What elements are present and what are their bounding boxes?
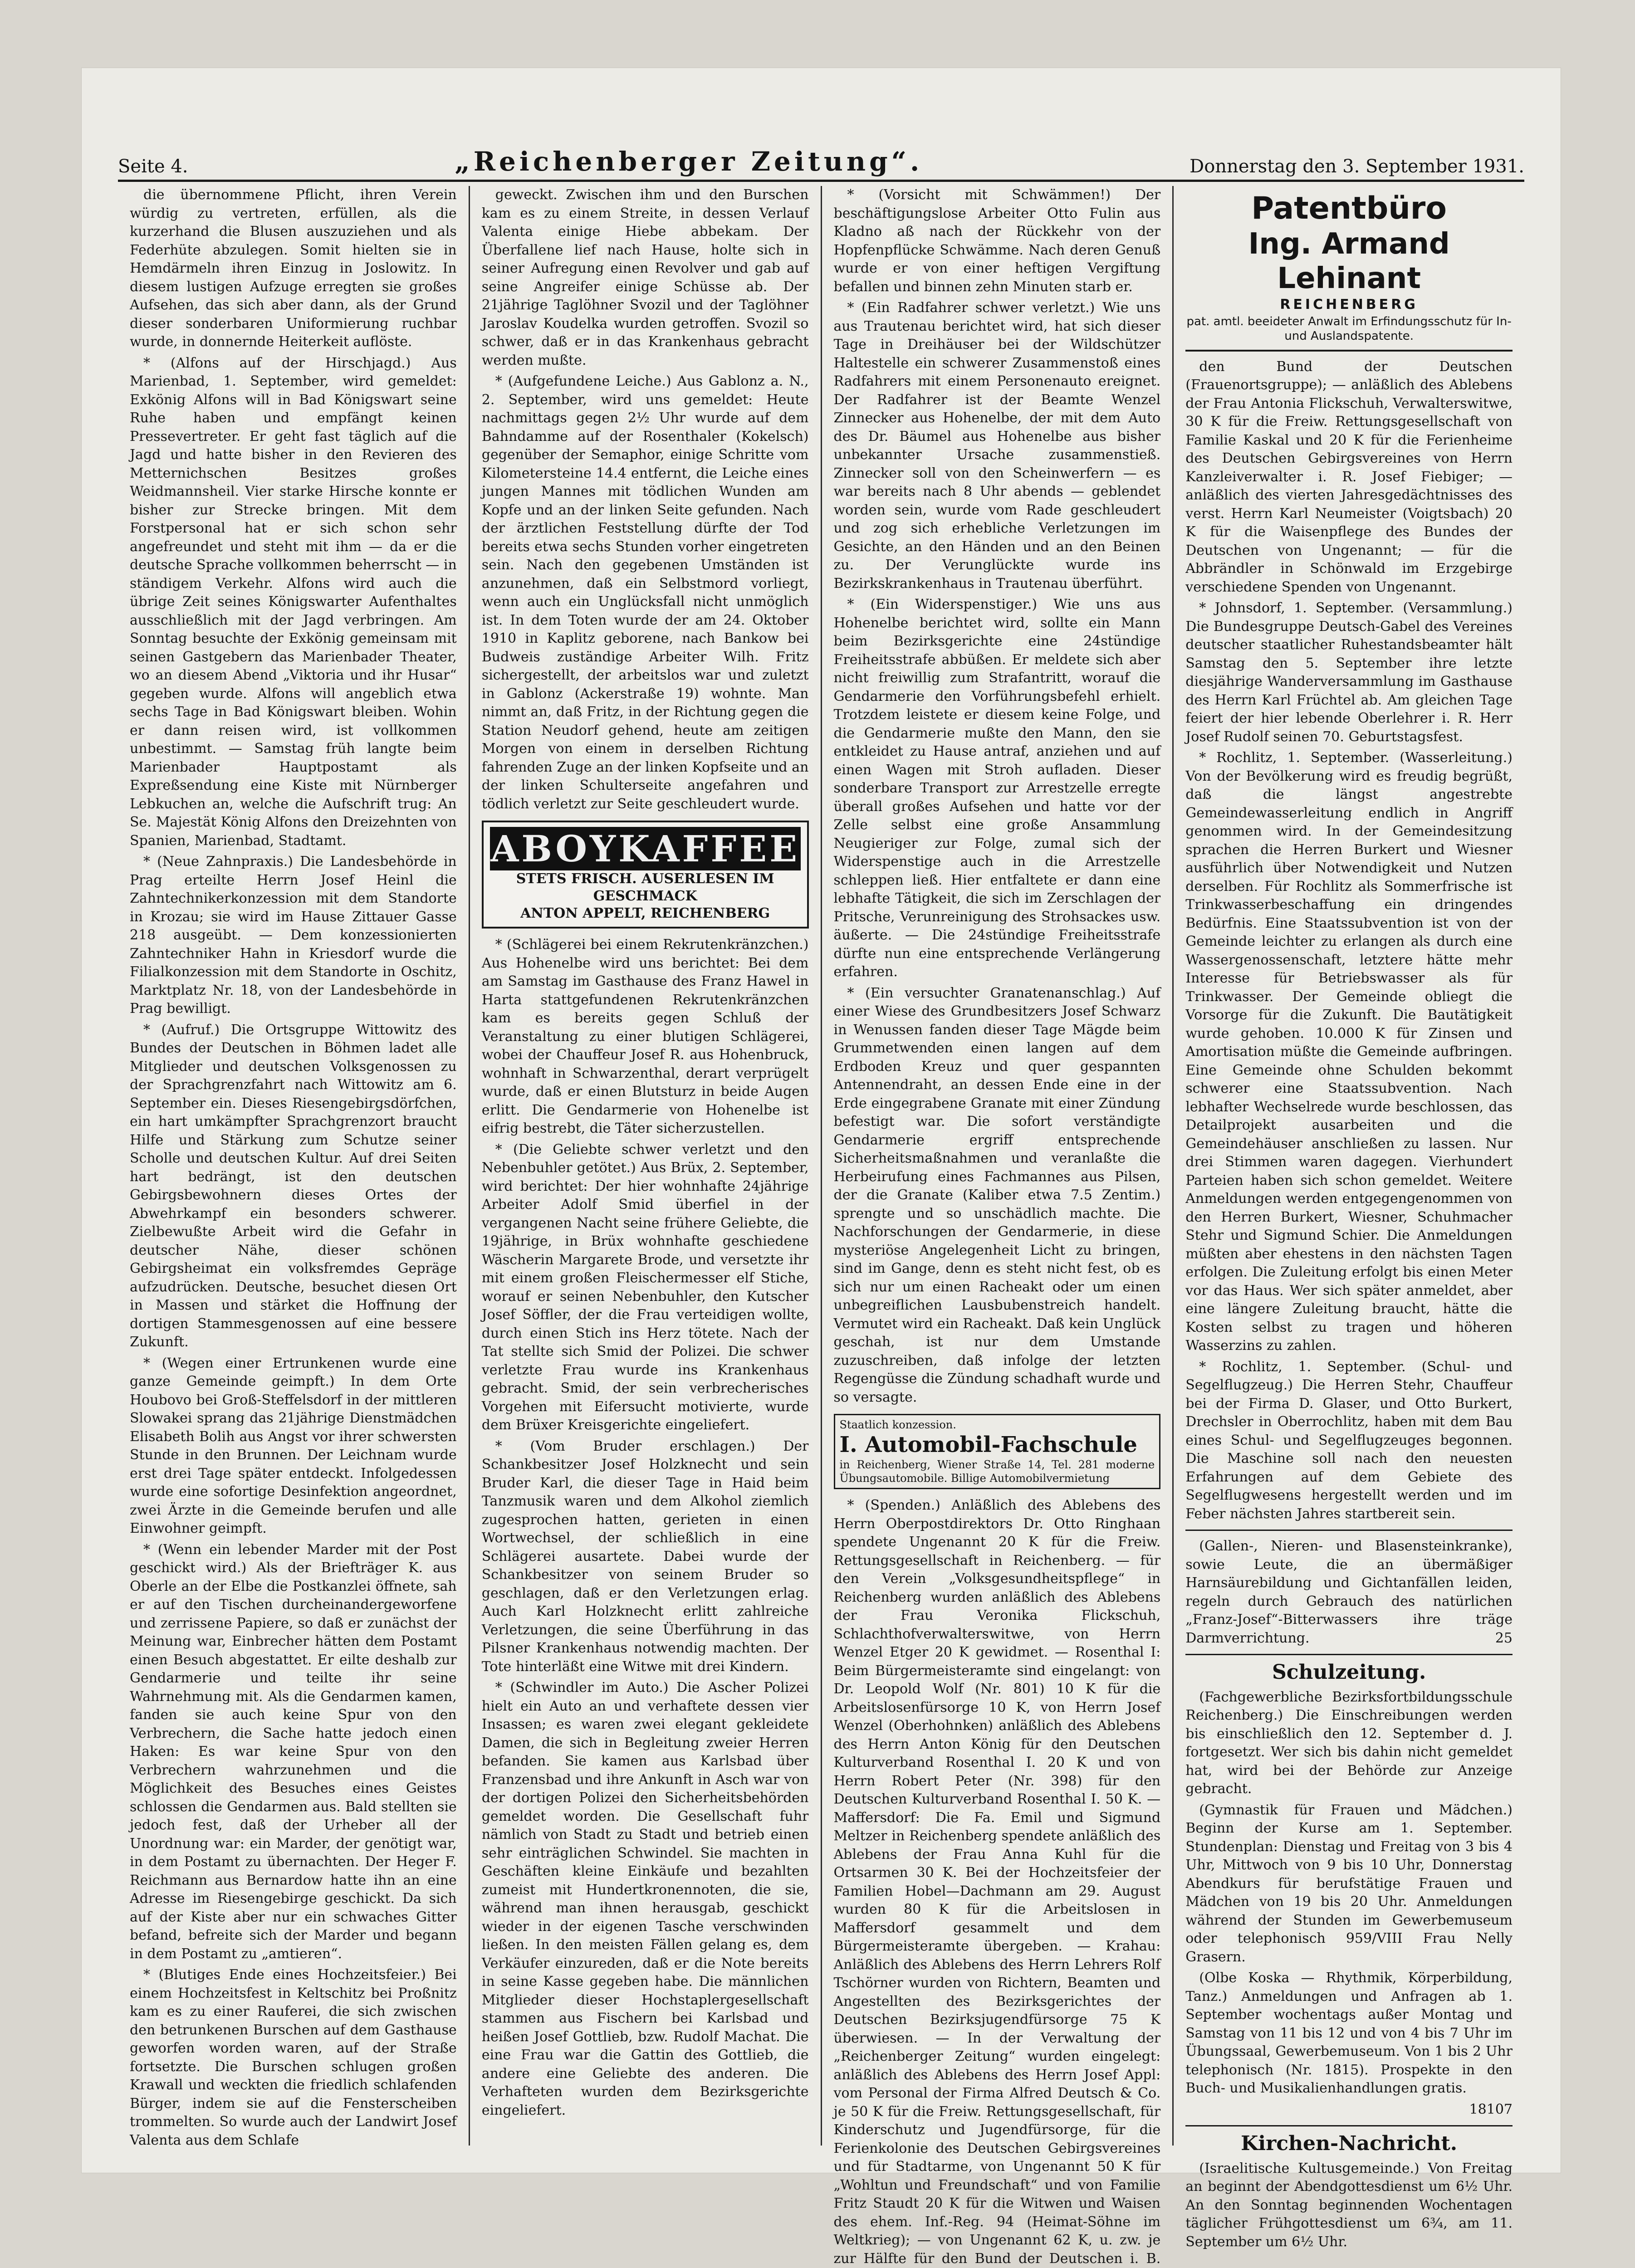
article-paragraph: * (Ein Radfahrer schwer verletzt.) Wie uns aus Trautenau berichtet wird, hat sich dieser Tage in Dreihäuser bei der Wildschützer Haltestelle ein schwerer Zusammenstoß eines Radfahrers mit einem Personenauto ereignet. Der Radfahrer ist der Beamte Wenzel Zinnecker aus Hohenelbe, der mit dem Auto des Dr. Bäumel aus Hohenelbe aus bisher unbekannter Ursache zusammenstieß. Zinnecker soll von den Scheinwerfern — es war bereits nach 8 Uhr abends — geblendet worden sein, wurde vom Rade geschleudert und zog sich erhebliche Verletzungen im Gesichte, an den Händen und an den Beinen zu. Der Verunglückte wurde ins Bezirkskrankenhaus in Trautenau überführt.	[833, 300, 1161, 591]
article-paragraph: * (Schwindler im Auto.) Die Ascher Polizei hielt ein Auto an und verhaftete dessen vier Insassen; es waren zwei elegant gekleidete Damen, die sich in Begleitung zweier Herren befanden. Sie kamen aus Karlsbad über Franzensbad und ihre Ankunft in Asch war von der dortigen Polizei den Sicherheitsbehörden gemeldet worden. Die Gesellschaft fuhr nämlich von Stadt zu Stadt und betrieb einen sehr einträglichen Schwindel. Sie machten in Geschäften kleine Einkäufe und bezahlten zumeist mit Hundertkronennoten, die sie, während man ihnen herausgab, geschickt wieder in der eigenen Tasche verschwinden ließen. In den meisten Fällen gelang es, dem Verkäufer einzureden, daß er die Note bereits in seine Kasse gegeben habe. Die männlichen Mitglieder dieser Hochstaplergesellschaft stammen aus Fischern bei Karlsbad und heißen Josef Gottlieb, bzw. Rudolf Machat. Die eine Frau war die Gattin des Gottlieb, die andere eine Geliebte des anderen. Die Verhafteten wurden dem Bezirksgerichte eingeliefert.	[481, 1680, 809, 2118]
column-4	[1174, 186, 1524, 2250]
schulzeitung-number: 18107	[1469, 2101, 1513, 2117]
columns	[118, 186, 1524, 2267]
column-2-bottom	[482, 936, 809, 2120]
article-paragraph: (Olbe Koska — Rhythmik, Körperbildung, Tanz.) Anmeldungen und Anfragen ab 1. September wochentags außer Montag und Samstag von 11 bis 12 und von 4 bis 7 Uhr im Übungssaal, Gewerbemuseum. Von 1 bis 2 Uhr telephonisch (Nr. 1815). Prospekte in den Buch- und Musikalienhandlungen gratis.	[1185, 1970, 1513, 2096]
article-paragraph: * (Schlägerei bei einem Rekrutenkränzchen.) Aus Hohenelbe wird uns berichtet: Bei dem am Samstag im Gasthause des Franz Hawel in Harta stattgefundenen Rekrutenkränzchen kam es bereits gegen Schluß der Veranstaltung zu einer blutigen Schlägerei, wobei der Chauffeur Josef R. aus Hohenbruck, wohnhaft in Schwarzenthal, derart verprügelt wurde, daß er einen Blutsturz in beide Augen erlitt. Die Gendarmerie von Hohenelbe ist eifrig bestrebt, die Täter sicherzustellen.	[481, 937, 809, 1136]
article-paragraph: geweckt. Zwischen ihm und den Burschen kam es zu einem Streite, in dessen Verlauf Valenta einige Hiebe abbekam. Der Überfallene lief nach Hause, holte sich in seiner Aufregung einen Revolver und gab auf seine Angreifer einige Schüsse ab. Der 21jährige Taglöhner Svozil und der Taglöhner Jaroslav Koudelka wurden getroffen. Svozil so schwer, daß er in das Krankenhaus gebracht werden mußte.	[481, 187, 809, 368]
article-paragraph: * (Wenn ein lebender Marder mit der Post geschickt wird.) Als der Briefträger K. aus Oberle an der Elbe die Postkanzlei öffnete, sah er auf den Tischen durcheinandergeworfene und zerrissene Papiere, so daß er zunächst der Meinung war, Einbrecher hätten dem Postamt einen Besuch abgestattet. Er eilte deshalb zur Gendarmerie und teilte ihr seine Wahrnehmung mit. Als die Gendarmen kamen, fanden sie auch keine Spur von den Verbrechern, die Sache hatte jedoch einen Haken: Es war keine Spur von den Verbrechern wahrzunehmen und die Möglichkeit des Besuches eines Geistes schlossen die Gendarmen aus. Bald stellten sie jedoch fest, daß der Urheber all der Unordnung war: ein Marder, der genötigt war, in dem Postamt zu übernachten. Der Heger F. Reichmann aus Bernardow hatte ihn an eine Adresse im Riesengebirge geschickt. Da sich auf der Kiste aber nur ein schwaches Gitter befand, befreite sich der Marder und begann in dem Postamt zu „amtieren“.	[130, 1541, 457, 1962]
column-4-top	[1185, 358, 1513, 1524]
schulzeitung-items	[1185, 1688, 1513, 2098]
advert-aboykaffee-line2: ANTON APPELT, REICHENBERG	[520, 905, 770, 921]
advert-aboykaffee-title: ABOYKAFFEE	[490, 827, 800, 870]
page-header	[118, 136, 1524, 182]
article-paragraph: * Rochlitz, 1. September. (Wasserleitung.) Von der Bevölkerung wird es freudig begrüßt, daß die längst angestrebte Gemeindewasserleitung endlich in Angriff genommen wird. In der Gemeindesitzung sprachen die Herren Burkert und Wiesner ausführlich über Notwendigkeit und Nutzen derselben. Für Rochlitz als Sommerfrische ist Trinkwasserbeschaffung ein dringendes Bedürfnis. Eine Staatssubvention ist von der Gemeinde leichter zu erlangen als durch eine Wassergenossenschaft, letztere hätte mehr Interesse für Betriebswasser als für Trinkwasser. Der Gemeinde obliegt die Vorsorge für die Zukunft. Die Bautätigkeit wurde gehoben. 10.000 K für Zinsen und Amortisation müßte die Gemeinde aufbringen. Eine Gemeinde ohne Schulden bekommt schwerer eine Staatssubvention. Nach lebhafter Wechselrede wurde beschlossen, das Detailprojekt ausarbeiten und die Gemeindehäuser anschließen zu lassen. Nur drei Stimmen waren dagegen. Vierhundert Parteien haben sich schon gemeldet. Weitere Anmeldungen werden entgegengenommen von den Herren Burkert, Wiesner, Schuhmacher Stehr und Sigmund Schier. Die Anmeldungen müßten aber ehestens in den nächsten Tagen erfolgen. Die Zuleitung erfolgt bis einen Meter vor das Haus. Wer sich später anmeldet, aber eine längere Zuleitung braucht, hätte die Kosten selbst zu tragen und höheren Wasserzins zu zahlen.	[1185, 750, 1513, 1354]
advert-aboykaffee-line1: STETS FRISCH. AUSERLESEN IM GESCHMACK	[516, 871, 774, 904]
article-paragraph: * (Alfons auf der Hirschjagd.) Aus Marienbad, 1. September, wird gemeldet: Exkönig Alfons will in Bad Königswart seine Ruhe haben und empfängt keinen Pressevertreter. Er geht fast täglich auf die Jagd und hatte bisher in den Revieren des Metternichschen Besitzes großes Weidmannsheil. Vier starke Hirsche konnte er bisher zur Strecke bringen. Mit dem Forstpersonal hat er sich schon sehr angefreundet und steht mit ihm — da er die deutsche Sprache vollkommen beherrscht — in ständigem Verkehr. Alfons wird auch die übrige Zeit seines Königswarter Aufenthaltes ausschließlich mit der Jagd verbringen. Am Sonntag besuchte der Exkönig gemeinsam mit seinen Gastgebern das Marienbader Theater, wo an diesem Abend „Viktoria und ihr Husar“ gegeben wurde. Alfons will angeblich etwa sechs Tage in Bad Königswart bleiben. Wohin er dann reisen wird, ist vollkommen unbestimmt. — Samstag früh langte beim Marienbader Hauptpostamt als Expreßsendung eine Kiste mit Nürnberger Lebkuchen an, welche die Aufschrift trug: An Se. Majestät König Alfons den Dreizehnten von Spanien, Marienbad, Stadtamt.	[130, 355, 457, 849]
divider	[1185, 2125, 1513, 2126]
article-paragraph: * Rochlitz, 1. September. (Schul- und Segelflugzeug.) Die Herren Stehr, Chauffeur bei der Firma D. Glaser, und Otto Burkert, Drechsler in Oberrochlitz, haben mit dem Bau eines Schul- und Segelflugzeuges begonnen. Die Maschine soll nach den neuesten Erfahrungen auf dem Gebiete des Segelflugwesens hergestellt werden und im Feber nächsten Jahres startbereit sein.	[1185, 1359, 1513, 1522]
article-paragraph: * (Ein Widerspenstiger.) Wie uns aus Hohenelbe berichtet wird, sollte ein Mann beim Bezirksgerichte eine 24stündige Freiheitsstrafe abbüßen. Er meldete sich aber nicht freiwillig zum Strafantritt, worauf die Gendarmerie den Vorführungsbefehl erhielt. Trotzdem leistete er diesem keine Folge, und die Gendarmerie mußte den Mann, den sie entkleidet zu Hause antraf, anziehen und auf einen Wagen mit Stroh aufladen. Dieser sonderbare Transport zur Arrestzelle erregte überall großes Aufsehen und hatte vor der Zelle selbst eine große Ansammlung Neugieriger zur Folge, zumal sich der Widerspenstige auch in die Arrestzelle schleppen ließ. Hier entfaltete er dann eine lebhafte Tätigkeit, die sich im Zerschlagen der Pritsche, Verunreinigung des Strohsackes usw. äußerte. — Die 24stündige Freiheitsstrafe dürfte nun eine entsprechende Verlängerung erfahren.	[833, 596, 1161, 980]
article-paragraph: den Bund der Deutschen (Frauenortsgruppe); — anläßlich des Ablebens der Frau Antonia Flickschuh, Verwalterswitwe, 30 K für die Freiw. Rettungsgesellschaft von Familie Kaskal und 20 K für die Ferienheime des Deutschen Gebirgsvereines von Herrn Kanzleiverwalter i. R. Josef Fiebiger; — anläßlich des vierten Jahresgedächtnisses des verst. Herrn Karl Neumeister (Voigtsbach) 20 K für die Waisenpflege des Bundes der Deutschen von Ungenannt; — für die Abbrändler in Schönwald im Erzgebirge verschiedene Spenden von Ungenannt.	[1185, 358, 1513, 595]
divider	[1185, 1530, 1513, 1531]
notice-bitterwasser-text: (Gallen-, Nieren- und Blasensteinkranke), sowie Leute, die an übermäßiger Harnsäurebildung und Gichtanfällen leiden, regeln durch Gebrauch des natürlichen „Franz-Josef“-Bitterwassers ihre träge Darmverrichtung.	[1185, 1538, 1513, 1646]
advert-auto-left: Staatlich konzession.	[839, 1418, 956, 1431]
schulzeitung-heading: Schulzeitung.	[1272, 1661, 1426, 1684]
article-paragraph: * (Wegen einer Ertrunkenen wurde eine ganze Gemeinde geimpft.) In dem Orte Houbovo bei Groß-Steffelsdorf in der mittleren Slowakei sprang das 21jährige Dienstmädchen Elisabeth Bolih aus Angst vor ihrer schwersten Stunde in den Brunnen. Der Leichnam wurde erst drei Tage später entdeckt. Infolgedessen wurde eine sofortige Desinfektion angeordnet, zwei Ärzte in die Gemeinde berufen und alle Einwohner geimpft.	[130, 1355, 457, 1536]
article-paragraph: * (Aufgefundene Leiche.) Aus Gablonz a. N., 2. September, wird uns gemeldet: Heute nachmittags gegen 2½ Uhr wurde auf dem Bahndamme auf der Rosenthaler (Kokelsch) gegenüber der Semaphor, einige Schritte vom Kilometersteine 14.4 entfernt, die Leiche eines jungen Mannes mit tödlichen Wunden am Kopfe und an der linken Seite gefunden. Nach der ärztlichen Feststellung dürfte der Tod bereits etwa sechs Stunden vorher eingetreten sein. Nach den gegebenen Umständen ist anzunehmen, daß ein Selbstmord vorliegt, wenn auch ein Unglücksfall nicht unmöglich ist. In dem Toten wurde der am 24. Oktober 1910 in Kaplitz geborene, nach Bankow bei Budweis zuständige Arbeiter Wilh. Fritz sichergestellt, der arbeitslos war und zuletzt in Gablonz (Ackerstraße 19) wohnte. Man nimmt an, daß Fritz, in der Richtung gegen die Station Neudorf gehend, heute am zeitigen Morgen von einem in derselben Richtung fahrenden Zuge an der linken Kopfseite und an der linken Schulterseite angefahren und tödlich verletzt zur Seite geschleudert wurde.	[481, 373, 809, 812]
page-number: Seite 4.	[118, 156, 188, 177]
article-paragraph: die übernommene Pflicht, ihren Verein würdig zu vertreten, erfüllen, als die kurzerhand die Blusen auszuziehen und als Federhüte abzulegen. Somit hielten sie in Hemdärmeln ihren Einzug in Joslowitz. In diesem lustigen Aufzuge erregten sie großes Aufsehen, das sich aber dann, als der Grund dieser sonderbaren Uniformierung ruchbar wurde, in donnernde Heiterkeit auflöste.	[130, 187, 457, 350]
article-paragraph: (Fachgewerbliche Bezirksfortbildungsschule Reichenberg.) Die Einschreibungen werden bis einschließlich den 12. September d. J. fortgesetzt. Wer sich bis dahin nicht gemeldet hat, wird bei der Behörde zur Anzeige gebracht.	[1185, 1689, 1513, 1797]
divider	[1185, 1654, 1513, 1655]
patent-line2: Ing. Armand Lehinant	[1248, 227, 1450, 295]
newspaper-title: „Reichenberger Zeitung“.	[455, 146, 923, 177]
patent-line4: pat. amtl. beeideter Anwalt im Erfindungsschutz für In- und Auslandspatente.	[1186, 314, 1512, 343]
column-2-top	[482, 186, 809, 813]
newspaper-page	[82, 68, 1561, 2267]
column-3	[822, 186, 1174, 2267]
kirchen-heading: Kirchen-Nachricht.	[1241, 2132, 1458, 2155]
article-paragraph: * (Blutiges Ende eines Hochzeitsfeier.) Bei einem Hochzeitsfest in Keltschitz bei Proßnitz kam es zu einer Rauferei, die sich zwischen den betrunkenen Burschen auf dem Gasthause geworfen worden waren, auf der Straße fortsetzte. Die Burschen schlugen großen Krawall und weckten die friedlich schlafenden Bürger, indem sie auf die Fensterscheiben trommelten. So wurde auch der Landwirt Josef Valenta aus dem Schlafe	[130, 1967, 457, 2148]
advert-auto-address: in Reichenberg, Wiener Straße 14, Tel. 281 moderne Übungsautomobile. Billige Automobilvermietung	[839, 1458, 1155, 1485]
article-paragraph: * (Die Geliebte schwer verletzt und den Nebenbuhler getötet.) Aus Brüx, 2. September, wird berichtet: Der hier wohnhafte 24jährige Arbeiter Adolf Smid überfiel in der vergangenen Nacht seine frühere Geliebte, die 19jährige, in Brüx wohnhafte geschiedene Wäscherin Margarete Brode, und versetzte ihr mit einem großen Fleischermesser elf Stiche, worauf er seinen Nebenbuhler, den Kutscher Josef Söffler, der die Frau verteidigen wollte, durch einen Stich ins Herz tötete. Nach der Tat stellte sich Smid der Polizei. Die schwer verletzte Frau wurde ins Krankenhaus gebracht. Smid, der sein verbrecherisches Vorgehen mit Eifersucht motivierte, wurde dem Brüxer Kreisgerichte eingeliefert.	[481, 1141, 809, 1433]
column-1	[118, 186, 470, 2146]
article-paragraph: * (Vorsicht mit Schwämmen!) Der beschäftigungslose Arbeiter Otto Fulin aus Kladno aß nach der Rückkehr von der Hopfenpflücke Schwämme. Nach deren Genuß wurde er von einer heftigen Vergiftung befallen und binnen zehn Minuten starb er.	[833, 187, 1161, 295]
advert-patentbuero	[1185, 186, 1513, 352]
column-3-top	[834, 186, 1161, 1407]
patent-line1: Patentbüro	[1251, 191, 1447, 226]
column-3-bottom	[834, 1496, 1161, 2268]
notice-bitterwasser-number: 25	[1495, 1630, 1513, 1646]
column-2	[470, 186, 822, 2146]
patent-line3: REICHENBERG	[1280, 297, 1418, 313]
advert-automobil-fachschule	[834, 1414, 1161, 1489]
advert-auto-title: I. Automobil-Fachschule	[839, 1432, 1137, 1457]
advert-aboykaffee	[482, 821, 809, 929]
article-paragraph: * (Aufruf.) Die Ortsgruppe Wittowitz des Bundes der Deutschen in Böhmen ladet alle Mitglieder und deutschen Volksgenossen zu der Sprachgrenzfahrt nach Wittowitz am 6. September ein. Dieses Riesengebirgsdörfchen, ein hart umkämpfter Sprachgrenzort braucht Hilfe und Stärkung zum Schutze seiner Scholle und deutschen Kultur. Auf drei Seiten hart bedrängt, ist den deutschen Gebirgsbewohnern dieses Ortes der Abwehrkampf ein besonders schwerer. Zielbewußte Arbeit wird die Gefahr in deutscher Nähe, dieser schönen Gebirgsheimat ein volksfremdes Gepräge aufzudrücken. Deutsche, besuchet diesen Ort in Massen und stärket die Hoffnung der dortigen Stammesgenossen auf eine bessere Zukunft.	[130, 1022, 457, 1350]
notice-bitterwasser	[1185, 1537, 1513, 1647]
article-paragraph: (Gymnastik für Frauen und Mädchen.) Beginn der Kurse am 1. September. Stundenplan: Dienstag und Freitag von 3 bis 4 Uhr, Mittwoch von 9 bis 10 Uhr, Donnerstag Abendkurs für berufstätige Frauen und Mädchen von 19 bis 20 Uhr. Anmeldungen während der Stunden im Gewerbemuseum oder telephonisch 959/VIII Frau Nelly Grasern.	[1185, 1802, 1513, 1965]
article-paragraph: * (Ein versuchter Granatenanschlag.) Auf einer Wiese des Grundbesitzers Josef Schwarz in Wenussen fanden dieser Tage Mägde beim Grummetwenden einen langen auf dem Erdboden Kreuz und quer gespannten Antennendraht, an dessen Ende eine in der Erde eingegrabene Granate mit einer Zündung befestigt war. Die sofort verständigte Gendarmerie ergriff entsprechende Sicherheitsmaßnahmen und veranlaßte die Herbeirufung eines Fachmannes aus Pilsen, der die Granate (Kaliber etwa 7.5 Zentim.) sprengte und so unschädlich machte. Die Nachforschungen der Gendarmerie, in diese mysteriöse Angelegenheit Licht zu bringen, sind im Gange, denn es steht nicht fest, ob es sich nur um einen Racheakt oder um einen unbegreiflichen Lausbubenstreich handelt. Vermutet wird ein Racheakt. Daß kein Unglück geschah, ist nur dem Umstande zuzuschreiben, daß infolge der letzten Regengüsse die Zündung schadhaft wurde und so versagte.	[833, 985, 1161, 1405]
kirchen-text: (Israelitische Kultusgemeinde.) Von Freitag an beginnt der Abendgottesdienst um 6½ Uhr. An den Sonntag beginnenden Wochentagen täglicher Frühgottesdienst um 6¾, am 11. September um 6½ Uhr.	[1185, 2160, 1513, 2250]
article-paragraph: * (Neue Zahnpraxis.) Die Landesbehörde in Prag erteilte Herrn Josef Heinl die Zahntechnikerkonzession mit dem Standorte in Krozau; sie wird im Hause Zittauer Gasse 218 ausgeübt. — Dem konzessionierten Zahntechniker Hahn in Kriesdorf wurde die Filialkonzession mit dem Standorte in Oschitz, Marktplatz Nr. 18, von der Landesbehörde in Prag bewilligt.	[130, 854, 457, 1017]
article-paragraph: * (Spenden.) Anläßlich des Ablebens des Herrn Oberpostdirektors Dr. Otto Ringhaan spendete Ungenannt 20 K für die Freiw. Rettungsgesellschaft in Reichenberg. — für den Verein „Volksgesundheitspflege“ in Reichenberg wurden anläßlich des Ablebens der Frau Veronika Flickschuh, Schlachthofverwalterswitwe, von Herrn Wenzel Etger 20 K gewidmet. — Rosenthal I: Beim Bürgermeisteramte sind eingelangt: von Dr. Leopold Wolf (Nr. 801) 10 K für die Arbeitslosenfürsorge 10 K, von Herrn Josef Wenzel (Oberhohnken) anläßlich des Ablebens des Herrn Anton König für den Deutschen Kulturverband Rosenthal I. 20 K und von Herrn Robert Peter (Nr. 398) für den Deutschen Kulturverband Rosenthal I. 50 K. — Maffersdorf: Die Fa. Emil und Sigmund Meltzer in Reichenberg spendete anläßlich des Ablebens der Frau Anna Kuhl für die Ortsarmen 30 K. Bei der Hochzeitsfeier der Familien Hobel—Dachmann am 29. August wurden 80 K für die Arbeitslosen in Maffersdorf gesammelt und dem Bürgermeisteramte übergeben. — Krahau: Anläßlich des Ablebens des Herrn Lehrers Rolf Tschörner wurden von Richtern, Beamten und Angestellten des Bezirksgerichtes der Deutschen Bezirksjugendfürsorge 75 K überwiesen. — In der Verwaltung der „Reichenberger Zeitung“ wurden eingelegt: anläßlich des Ablebens des Herrn Josef Appl: vom Personal der Firma Alfred Deutsch & Co. je 50 K für die Freiw. Rettungsgesellschaft, für Kinderschutz und Jugendfürsorge, für die Ferienkolonie des Deutschen Gebirgsvereines und für Stadtarme, von Ungenannt 50 K für „Wohltun und Freundschaft“ und von Familie Fritz Staudt 20 K für die Witwen und Waisen des ehem. Inf.-Reg. 94 (Heimat-Söhne im Weltkrieg); — von Ungenannt 62 K, u. zw. je zur Hälfte für den Bund der Deutschen i. B.	[833, 1497, 1161, 2267]
article-paragraph: * Johnsdorf, 1. September. (Versammlung.) Die Bundesgruppe Deutsch-Gabel des Vereines deutscher staatlicher Ruhestandsbeamter hält Samstag den 5. September ihre letzte diesjährige Wanderversammlung im Gasthause des Herrn Karl Früchtel ab. Am gleichen Tage feiert der hier lebende Oberlehrer i. R. Herr Josef Rudolf seinen 70. Geburtstagsfest.	[1185, 600, 1513, 745]
issue-date: Donnerstag den 3. September 1931.	[1190, 156, 1524, 177]
article-paragraph: * (Vom Bruder erschlagen.) Der Schankbesitzer Josef Holzknecht und sein Bruder Karl, die dieser Tage in Haid beim Tanzmusik waren und dem Alkohol ziemlich zugesprochen hatten, gerieten in einen Wortwechsel, der schließlich in eine Schlägerei ausartete. Dabei wurde der Schankbesitzer von seinem Bruder so geschlagen, daß er den Verletzungen erlag. Auch Karl Holzknecht erlitt zahlreiche Verletzungen, die seine Überführung in das Pilsner Krankenhaus notwendig machten. Der Tote hinterläßt eine Witwe mit drei Kindern.	[481, 1438, 809, 1675]
